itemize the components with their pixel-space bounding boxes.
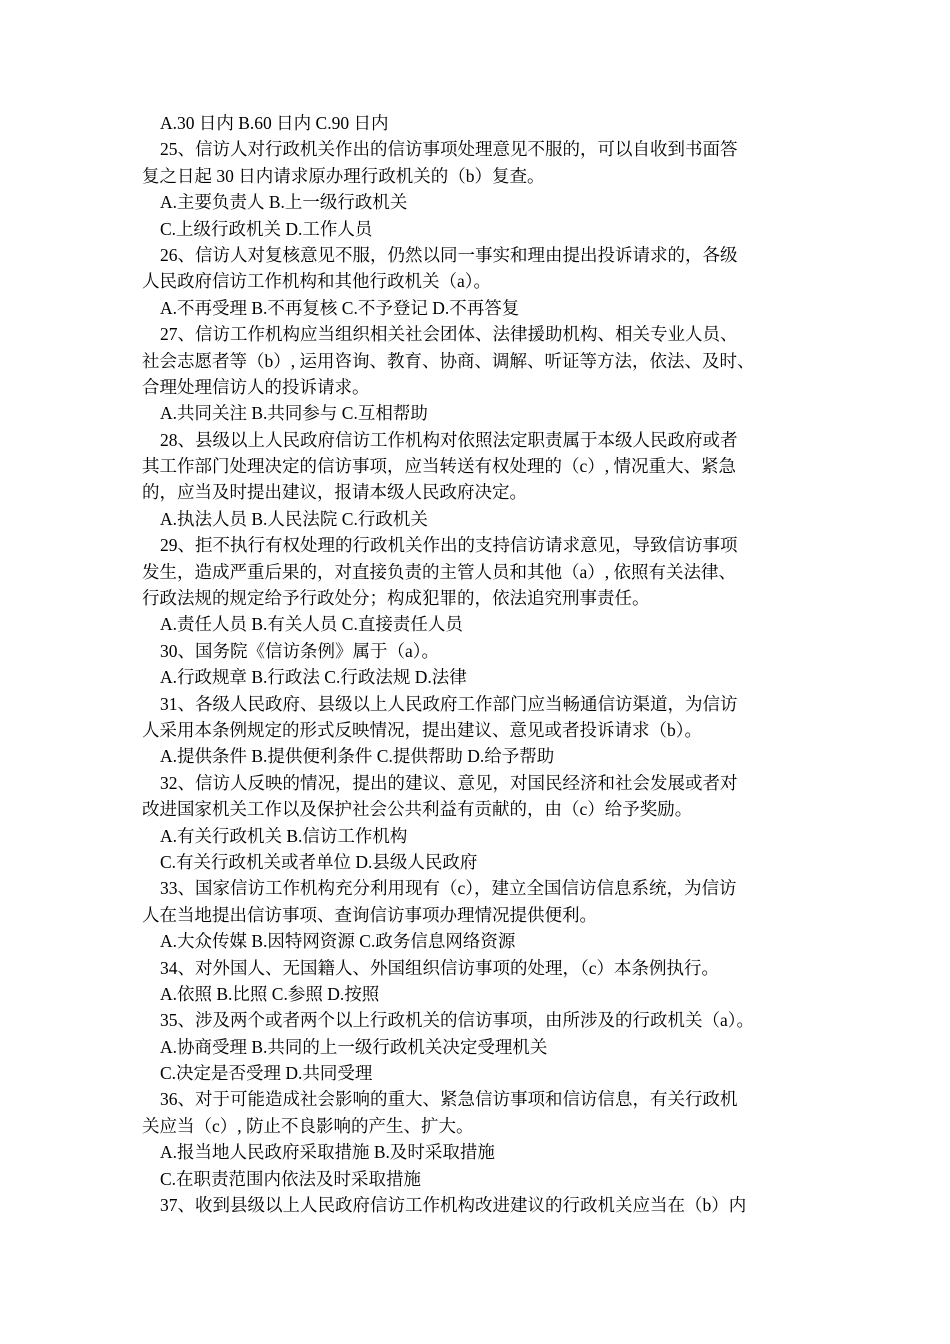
text-line: 37、收到县级以上人民政府信访工作机构改进建议的行政机关应当在（b）内 bbox=[160, 1195, 747, 1216]
text-line: 合理处理信访人的投诉请求。 bbox=[142, 376, 370, 397]
text-line: 32、信访人反映的情况，提出的建议、意见，对国民经济和社会发展或者对 bbox=[160, 772, 738, 793]
text-line: A.主要负责人 B.上一级行政机关 bbox=[160, 192, 408, 213]
text-line: A.行政规章 B.行政法 C.行政法规 D.法律 bbox=[160, 667, 467, 688]
text-line: C.上级行政机关 D.工作人员 bbox=[160, 218, 373, 239]
text-line: A.依照 B.比照 C.参照 D.按照 bbox=[160, 983, 380, 1004]
text-line: C.决定是否受理 D.共同受理 bbox=[160, 1063, 373, 1084]
text-line: C.在职责范围内依法及时采取措施 bbox=[160, 1168, 422, 1189]
text-line: A.报当地人民政府采取措施 B.及时采取措施 bbox=[160, 1142, 495, 1163]
text-line: 人民政府信访工作机构和其他行政机关（a）。 bbox=[142, 271, 492, 292]
text-line: 29、拒不执行有权处理的行政机关作出的支持信访请求意见，导致信访事项 bbox=[160, 535, 738, 556]
text-line: C.有关行政机关或者单位 D.县级人民政府 bbox=[160, 851, 478, 872]
document-body bbox=[142, 110, 822, 1218]
text-line: A.协商受理 B.共同的上一级行政机关决定受理机关 bbox=[160, 1036, 548, 1057]
text-line: 发生，造成严重后果的，对直接负责的主管人员和其他（a）, 依照有关法律、 bbox=[142, 561, 737, 582]
text-line: 的，应当及时提出建议，报请本级人民政府决定。 bbox=[142, 482, 527, 503]
text-line: 改进国家机关工作以及保护社会公共利益有贡献的，由（c）给予奖励。 bbox=[142, 799, 693, 820]
text-line: 34、对外国人、无国籍人、外国组织信访事项的处理，（c）本条例执行。 bbox=[160, 957, 720, 978]
text-line: 27、信访工作机构应当组织相关社会团体、法律援助机构、相关专业人员、 bbox=[160, 324, 738, 345]
text-line: A.提供条件 B.提供便利条件 C.提供帮助 D.给予帮助 bbox=[160, 746, 555, 767]
text-line: 30、国务院《信访条例》属于（a）。 bbox=[160, 640, 440, 661]
text-line: 关应当（c）, 防止不良影响的产生、扩大。 bbox=[142, 1115, 474, 1136]
text-line: A.30 日内 B.60 日内 C.90 日内 bbox=[160, 113, 389, 133]
text-line: 社会志愿者等（b）, 运用咨询、教育、协商、调解、听证等方法，依法、及时、 bbox=[142, 350, 755, 371]
text-line: A.执法人员 B.人民法院 C.行政机关 bbox=[160, 508, 428, 529]
text-line: 复之日起 30 日内请求原办理行政机关的（b）复查。 bbox=[142, 165, 545, 186]
text-line: A.共同关注 B.共同参与 C.互相帮助 bbox=[160, 403, 428, 424]
text-line: A.有关行政机关 B.信访工作机构 bbox=[160, 825, 408, 846]
text-line: 行政法规的规定给予行政处分；构成犯罪的，依法追究刑事责任。 bbox=[142, 588, 650, 609]
text-line: 31、各级人民政府、县级以上人民政府工作部门应当畅通信访渠道，为信访 bbox=[160, 693, 738, 714]
text-line: 25、信访人对行政机关作出的信访事项处理意见不服的，可以自收到书面答 bbox=[160, 139, 738, 160]
text-line: 35、涉及两个或者两个以上行政机关的信访事项，由所涉及的行政机关（a）。 bbox=[160, 1010, 755, 1031]
text-line: 26、信访人对复核意见不服，仍然以同一事实和理由提出投诉请求的，各级 bbox=[160, 244, 738, 265]
text-line: A.责任人员 B.有关人员 C.直接责任人员 bbox=[160, 614, 463, 635]
text-line: 33、国家信访工作机构充分利用现有（c），建立全国信访信息系统，为信访 bbox=[160, 878, 737, 899]
text-line: 36、对于可能造成社会影响的重大、紧急信访事项和信访信息，有关行政机 bbox=[160, 1089, 738, 1110]
text-line: 人在当地提出信访事项、查询信访事项办理情况提供便利。 bbox=[142, 904, 597, 925]
text-line: A.不再受理 B.不再复核 C.不予登记 D.不再答复 bbox=[160, 297, 520, 318]
text-line: A.大众传媒 B.因特网资源 C.政务信息网络资源 bbox=[160, 931, 516, 952]
text-line: 28、县级以上人民政府信访工作机构对依照法定职责属于本级人民政府或者 bbox=[160, 429, 738, 450]
text-line: 人采用本条例规定的形式反映情况，提出建议、意见或者投诉请求（b）。 bbox=[142, 719, 702, 740]
text-line: 其工作部门处理决定的信访事项，应当转送有权处理的（c）, 情况重大、紧急 bbox=[142, 456, 737, 477]
